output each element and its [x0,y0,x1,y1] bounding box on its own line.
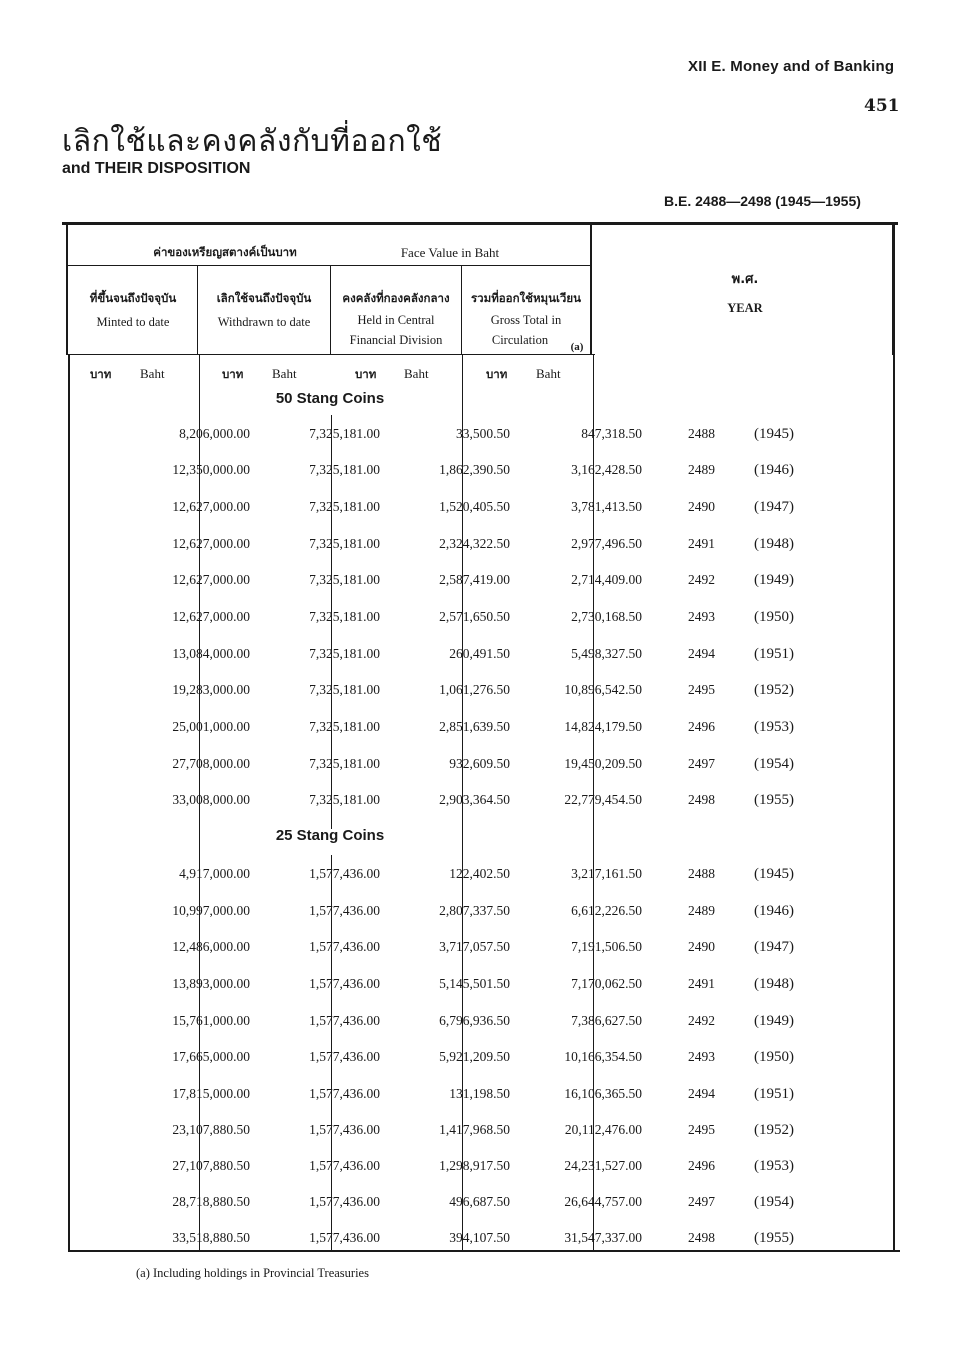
table-row [60,1049,900,1073]
cell-circulation: 19,450,209.50 [564,756,642,771]
year-header-english: YEAR [727,301,763,315]
cell-minted: 27,708,000.00 [172,756,250,771]
cell-held: 2,807,337.50 [439,903,510,918]
cell-withdrawn: 7,325,181.00 [309,646,380,661]
cell-withdrawn: 7,325,181.00 [309,609,380,624]
cell-held: 5,145,501.50 [439,976,510,991]
cell-circulation: 20,112,476.00 [564,1122,642,1137]
cell-minted: 27,107,880.50 [172,1158,250,1173]
unit-baht-col4: Baht [536,366,561,381]
cell-year-be: 2497 [688,1194,715,1209]
cell-held: 394,107.50 [449,1230,510,1245]
cell-circulation: 14,824,179.50 [564,719,642,734]
cell-year-be: 2494 [688,1086,715,1101]
group-header-rule [68,265,590,266]
section-title: XII E. Money and of Banking [688,58,895,75]
cell-year-be: 2488 [688,426,715,441]
cell-minted: 12,627,000.00 [172,609,250,624]
cell-year-be: 2498 [688,792,715,807]
cell-year-ce: (1949) [754,1013,794,1029]
cell-circulation: 7,386,627.50 [571,1013,642,1028]
cell-year-ce: (1953) [754,719,794,735]
section-title-25-stang: 25 Stang Coins [275,827,385,844]
cell-year-ce: (1955) [754,792,794,808]
table-row [60,609,900,633]
cell-year-be: 2496 [688,1158,715,1173]
table-row [60,462,900,486]
cell-held: 2,851,639.50 [439,719,510,734]
unit-baht-col1: Baht [140,366,165,381]
cell-circulation: 3,162,428.50 [571,462,642,477]
cell-withdrawn: 1,577,436.00 [309,1049,380,1064]
cell-year-ce: (1953) [754,1158,794,1174]
col-withdrawn-thai: เลิกใช้จนถึงปัจจุบัน [216,291,312,305]
title-thai: เลิกใช้และคงคลังกับที่ออกใช้ [62,124,443,159]
cell-minted: 15,761,000.00 [172,1013,250,1028]
cell-held: 3,717,057.50 [439,939,510,954]
cell-year-ce: (1947) [754,939,794,955]
cell-year-be: 2495 [688,1122,715,1137]
cell-withdrawn: 7,325,181.00 [309,499,380,514]
cell-held: 122,402.50 [449,866,510,881]
cell-year-be: 2497 [688,756,715,771]
cell-held: 2,324,322.50 [439,536,510,551]
period-label: B.E. 2488—2498 (1945—1955) [664,193,861,209]
unit-baht-col3: Baht [404,366,429,381]
cell-minted: 25,001,000.00 [172,719,250,734]
cell-circulation: 31,547,337.00 [564,1230,642,1245]
table-row [60,1158,900,1182]
section-title-50-stang: 50 Stang Coins [275,390,385,407]
cell-year-ce: (1949) [754,572,794,588]
cell-held: 1,061,276.50 [439,682,510,697]
cell-withdrawn: 7,325,181.00 [309,756,380,771]
cell-held: 1,862,390.50 [439,462,510,477]
cell-circulation: 6,612,226.50 [571,903,642,918]
footnote: (a) Including holdings in Provincial Treasuries [136,1266,369,1280]
unit-thai-col1: บาท [90,367,112,381]
cell-circulation: 10,166,354.50 [564,1049,642,1064]
title-english: and THEIR DISPOSITION [62,160,251,177]
cell-minted: 10,997,000.00 [172,903,250,918]
cell-withdrawn: 1,577,436.00 [309,1086,380,1101]
cell-circulation: 7,191,506.50 [571,939,642,954]
cell-held: 496,687.50 [449,1194,510,1209]
table-row [60,939,900,963]
cell-minted: 8,206,000.00 [179,426,250,441]
cell-minted: 19,283,000.00 [172,682,250,697]
cell-held: 33,500.50 [456,426,510,441]
cell-year-be: 2493 [688,609,715,624]
cell-minted: 17,815,000.00 [172,1086,250,1101]
cell-circulation: 2,714,409.00 [571,572,642,587]
cell-held: 260,491.50 [449,646,510,661]
table-row [60,536,900,560]
cell-minted: 4,917,000.00 [179,866,250,881]
cell-withdrawn: 1,577,436.00 [309,903,380,918]
table-top-rule [62,222,898,225]
cell-held: 6,796,936.50 [439,1013,510,1028]
cell-held: 2,903,364.50 [439,792,510,807]
col-circulation-note: (a) [570,341,584,353]
col-held-english-line2: Financial Division [349,333,443,347]
cell-year-ce: (1945) [754,426,794,442]
table-row [60,682,900,706]
table-row [60,1013,900,1037]
cell-minted: 12,350,000.00 [172,462,250,477]
cell-year-ce: (1954) [754,1194,794,1210]
table-right-border [892,225,895,355]
table-row [60,903,900,927]
col-held-english: Held in Central [357,313,435,327]
cell-withdrawn: 7,325,181.00 [309,792,380,807]
cell-year-be: 2495 [688,682,715,697]
table-row [60,719,900,743]
cell-withdrawn: 1,577,436.00 [309,1158,380,1173]
cell-circulation: 16,106,365.50 [564,1086,642,1101]
cell-minted: 12,627,000.00 [172,572,250,587]
cell-withdrawn: 7,325,181.00 [309,462,380,477]
table-row [60,499,900,523]
table-row [60,866,900,890]
unit-thai-col3: บาท [355,367,377,381]
cell-circulation: 2,730,168.50 [571,609,642,624]
cell-circulation: 26,644,757.00 [564,1194,642,1209]
cell-year-be: 2493 [688,1049,715,1064]
cell-withdrawn: 7,325,181.00 [309,682,380,697]
table-row [60,1122,900,1146]
cell-minted: 13,084,000.00 [172,646,250,661]
cell-withdrawn: 1,577,436.00 [309,866,380,881]
cell-year-ce: (1945) [754,866,794,882]
cell-year-be: 2488 [688,866,715,881]
cell-held: 131,198.50 [449,1086,510,1101]
table-row [60,646,900,670]
cell-withdrawn: 7,325,181.00 [309,536,380,551]
cell-year-be: 2498 [688,1230,715,1245]
cell-year-ce: (1952) [754,1122,794,1138]
cell-year-be: 2492 [688,1013,715,1028]
cell-year-be: 2489 [688,903,715,918]
cell-year-be: 2490 [688,939,715,954]
cell-withdrawn: 1,577,436.00 [309,1194,380,1209]
cell-withdrawn: 1,577,436.00 [309,1230,380,1245]
cell-year-ce: (1950) [754,1049,794,1065]
cell-year-ce: (1946) [754,903,794,919]
cell-minted: 28,718,880.50 [172,1194,250,1209]
cell-circulation: 3,217,161.50 [571,866,642,881]
cell-year-be: 2491 [688,976,715,991]
table-row [60,1086,900,1110]
table-row [60,572,900,596]
cell-withdrawn: 7,325,181.00 [309,719,380,734]
cell-withdrawn: 7,325,181.00 [309,572,380,587]
cell-circulation: 24,231,527.00 [564,1158,642,1173]
cell-held: 2,571,650.50 [439,609,510,624]
cell-held: 2,587,419.00 [439,572,510,587]
col-circulation-thai: รวมที่ออกใช้หมุนเวียน [470,291,581,305]
cell-minted: 33,008,000.00 [172,792,250,807]
table-row [60,1230,900,1254]
unit-thai-col4: บาท [486,367,508,381]
cell-year-be: 2489 [688,462,715,477]
cell-minted: 12,627,000.00 [172,536,250,551]
cell-held: 5,921,209.50 [439,1049,510,1064]
group-header-english: Face Value in Baht [400,245,500,260]
unit-thai-col2: บาท [222,367,244,381]
col-held-thai: คงคลังที่กองคลังกลาง [342,291,450,305]
cell-year-ce: (1948) [754,536,794,552]
cell-circulation: 5,498,327.50 [571,646,642,661]
col-minted-english: Minted to date [96,315,170,329]
cell-held: 1,298,917.50 [439,1158,510,1173]
cell-held: 1,417,968.50 [439,1122,510,1137]
cell-withdrawn: 1,577,436.00 [309,1122,380,1137]
cell-year-ce: (1951) [754,646,794,662]
cell-year-ce: (1948) [754,976,794,992]
cell-circulation: 22,779,454.50 [564,792,642,807]
cell-year-be: 2490 [688,499,715,514]
cell-withdrawn: 7,325,181.00 [309,426,380,441]
table-row [60,426,900,450]
cell-year-be: 2496 [688,719,715,734]
year-column-border [590,225,592,355]
cell-minted: 12,486,000.00 [172,939,250,954]
cell-circulation: 847,318.50 [581,426,642,441]
cell-year-ce: (1951) [754,1086,794,1102]
cell-minted: 12,627,000.00 [172,499,250,514]
col-minted-thai: ที่ขึ้นจนถึงปัจจุบัน [89,291,177,305]
cell-minted: 13,893,000.00 [172,976,250,991]
cell-minted: 17,665,000.00 [172,1049,250,1064]
cell-year-ce: (1952) [754,682,794,698]
cell-circulation: 2,977,496.50 [571,536,642,551]
col-circulation-english: Gross Total in [490,313,562,327]
col-divider-1 [197,266,198,355]
table-left-border [66,225,68,355]
table-row [60,792,900,816]
col-circulation-english-line2: Circulation [491,333,549,347]
cell-year-ce: (1946) [754,462,794,478]
cell-circulation: 10,896,542.50 [564,682,642,697]
cell-circulation: 7,170,062.50 [571,976,642,991]
table-row [60,756,900,780]
cell-year-ce: (1947) [754,499,794,515]
group-header-thai: ค่าของเหรียญสตางค์เป็นบาท [153,245,297,259]
cell-withdrawn: 1,577,436.00 [309,976,380,991]
cell-year-be: 2494 [688,646,715,661]
cell-year-ce: (1954) [754,756,794,772]
cell-year-ce: (1950) [754,609,794,625]
cell-year-be: 2491 [688,536,715,551]
cell-circulation: 3,781,413.50 [571,499,642,514]
cell-minted: 33,518,880.50 [172,1230,250,1245]
cell-year-be: 2492 [688,572,715,587]
cell-minted: 23,107,880.50 [172,1122,250,1137]
cell-withdrawn: 1,577,436.00 [309,939,380,954]
cell-held: 932,609.50 [449,756,510,771]
unit-baht-col2: Baht [272,366,297,381]
header-bottom-rule [66,354,595,355]
table-row [60,976,900,1000]
col-withdrawn-english: Withdrawn to date [217,315,311,329]
cell-held: 1,520,405.50 [439,499,510,514]
cell-withdrawn: 1,577,436.00 [309,1013,380,1028]
page-number: 451 [864,96,900,116]
table-row [60,1194,900,1218]
year-header-thai: พ.ศ. [731,272,759,287]
cell-year-ce: (1955) [754,1230,794,1246]
